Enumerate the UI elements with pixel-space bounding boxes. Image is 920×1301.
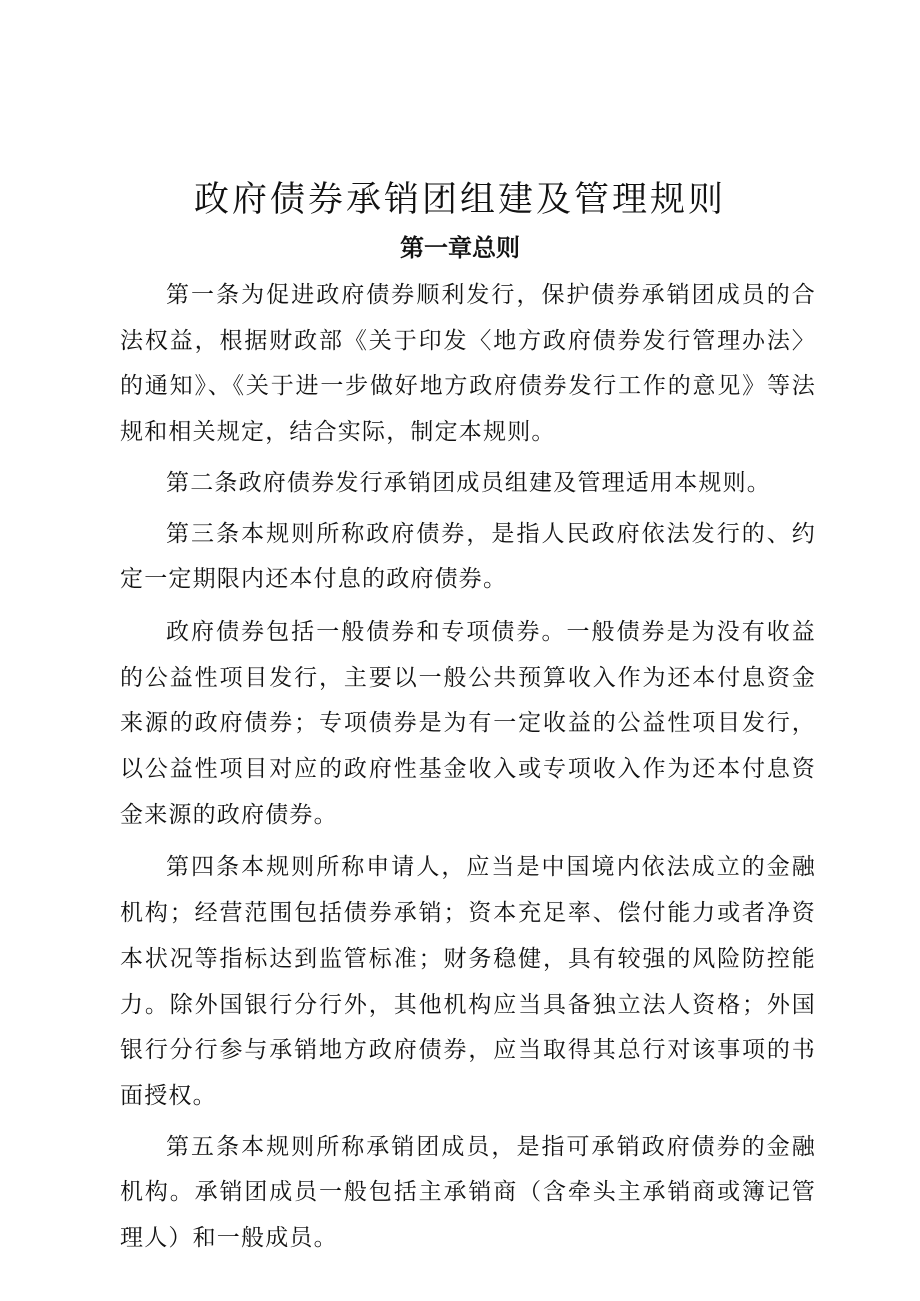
chapter-title: 第一章总则 [400,234,520,262]
document-title: 政府债券承销团组建及管理规则 [193,180,726,220]
paragraph-article-2: 第二条政府债券发行承销团成员组建及管理适用本规则。 [166,469,771,496]
paragraph-article-4: 第四条本规则所称申请人，应当是中国境内依法成立的金融机构；经营范围包括债券承销；资本充足率、偿付能力或者净资本状况等指标达到监管标准；财务稳健，具有较强的风险防控能力。除外国银行分行外，其他机构应当具备独立法人资格；外国银行分行参与承销地方政府债券，应当取得其总行对该事项的书面授权。 [120,854,816,1109]
paragraph-article-1: 第一条为促进政府债券顺利发行，保护债券承销团成员的合法权益，根据财政部《关于印发〈地方政府债券发行管理办法〉的通知》、《关于进一步做好地方政府债券发行工作的意见》等法规和相关规定，结合实际，制定本规则。 [120,282,816,446]
paragraph-bond-types: 政府债券包括一般债券和专项债券。一般债券是为没有收益的公益性项目发行，主要以一般公共预算收入作为还本付息资金来源的政府债券；专项债券是为有一定收益的公益性项目发行，以公益性项目对应的政府性基金收入或专项收入作为还本付息资金来源的政府债券。 [120,618,816,828]
document-body [120,273,816,1262]
paragraph-article-5: 第五条本规则所称承销团成员，是指可承销政府债券的金融机构。承销团成员一般包括主承销商（含牵头主承销商或簿记管理人）和一般成员。 [120,1133,816,1252]
paragraph-article-3: 第三条本规则所称政府债券，是指人民政府依法发行的、约定一定期限内还本付息的政府债券。 [120,520,816,593]
